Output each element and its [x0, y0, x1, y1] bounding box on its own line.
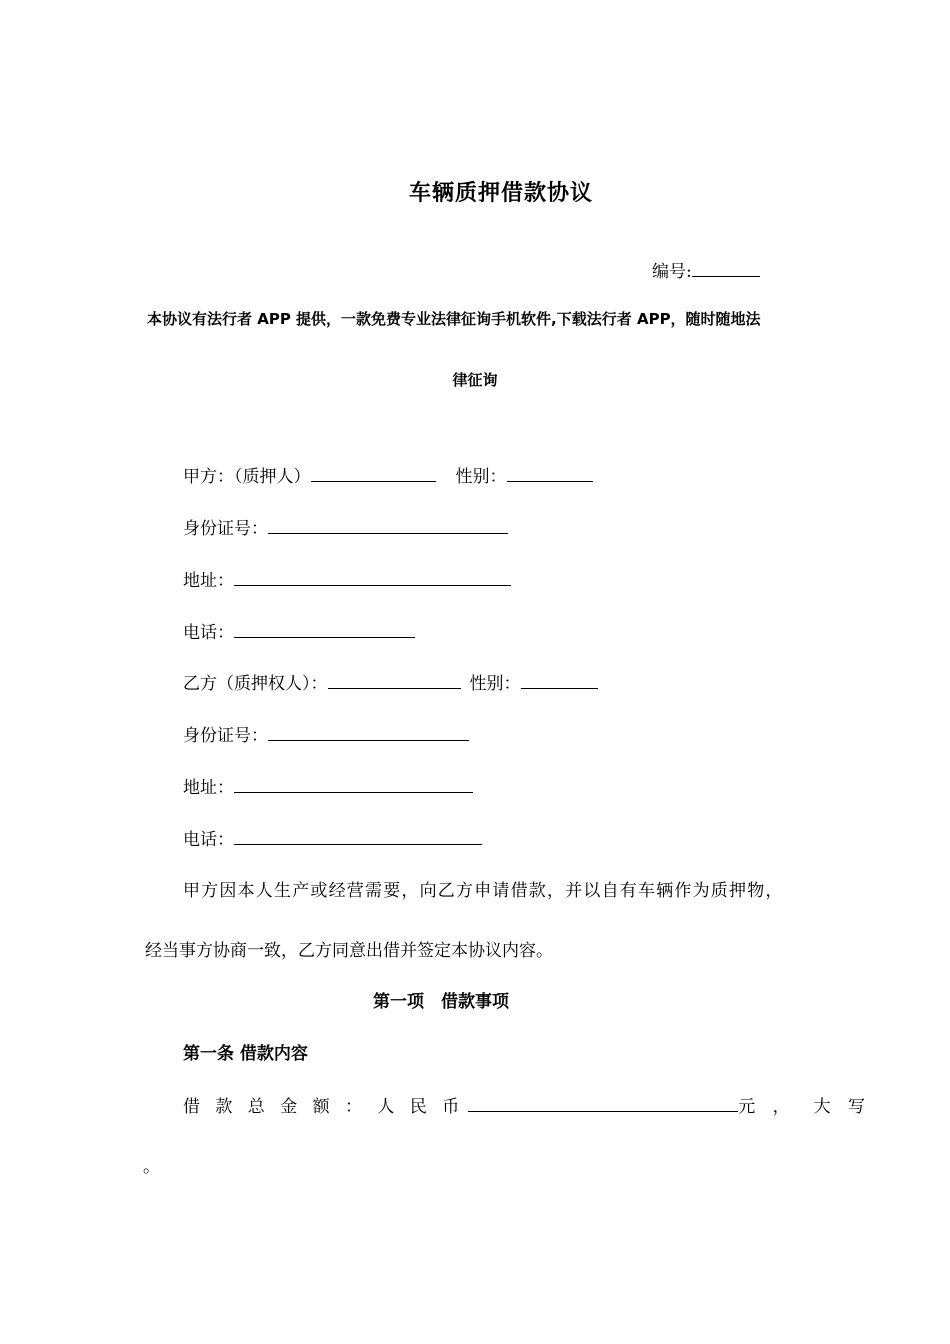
party-b-id-label: 身份证号：	[183, 726, 268, 746]
party-a-phone-row	[183, 617, 415, 643]
document-title: 车辆质押借款协议	[408, 180, 593, 206]
app-notice-line-1: 本协议有法行者 APP 提供，一款免费专业法律征询手机软件,下载法行者 APP，随时随地法	[147, 310, 761, 328]
party-b-label: 乙方（质押权人）：	[183, 674, 328, 694]
party-b-address-row	[183, 772, 473, 798]
party-a-address-label: 地址：	[183, 571, 234, 591]
party-b-id-blank[interactable]	[268, 720, 469, 741]
party-b-gender-blank[interactable]	[521, 668, 598, 689]
party-a-row	[183, 461, 593, 487]
app-notice-line-2: 律征询	[452, 371, 498, 389]
party-a-id-row	[183, 513, 508, 539]
party-b-phone-row	[183, 824, 482, 850]
loan-capital-label: 大 写	[813, 1097, 872, 1117]
section-heading: 第一项 借款事项	[373, 992, 509, 1012]
party-b-address-label: 地址：	[183, 778, 234, 798]
party-a-name-blank[interactable]	[311, 461, 436, 482]
party-b-gender-label: 性别：	[469, 674, 521, 694]
loan-amount-blank[interactable]	[468, 1091, 738, 1112]
party-b-id-row	[183, 720, 469, 746]
party-a-gender-label: 性别：	[455, 467, 507, 487]
party-b-address-blank[interactable]	[234, 772, 473, 793]
party-a-address-blank[interactable]	[234, 565, 511, 586]
trailing-period: 。	[143, 1157, 160, 1177]
article-heading: 第一条 借款内容	[183, 1044, 308, 1064]
party-b-phone-blank[interactable]	[234, 824, 482, 845]
party-a-address-row	[183, 565, 511, 591]
party-b-phone-label: 电话：	[183, 830, 234, 850]
agreement-number-blank[interactable]	[692, 256, 760, 277]
agreement-number	[652, 256, 760, 282]
party-a-gender-blank[interactable]	[507, 461, 593, 482]
loan-unit-label: 元 ，	[738, 1097, 796, 1117]
party-b-name-blank[interactable]	[328, 668, 461, 689]
agreement-number-label: 编号:	[652, 262, 692, 282]
loan-amount-label: 借 款 总 金 额 ： 人 民 币	[183, 1097, 465, 1117]
loan-amount-row	[183, 1091, 871, 1117]
party-a-id-label: 身份证号：	[183, 519, 268, 539]
party-a-label: 甲方：（质押人）	[183, 467, 311, 487]
intro-paragraph-line-2: 经当事方协商一致，乙方同意出借并签定本协议内容。	[145, 941, 553, 961]
party-a-id-blank[interactable]	[268, 513, 508, 534]
party-a-phone-label: 电话：	[183, 623, 234, 643]
party-b-row	[183, 668, 598, 694]
intro-paragraph-line-1: 甲方因本人生产或经营需要，向乙方申请借款，并以自有车辆作为质押物，	[183, 881, 784, 901]
party-a-phone-blank[interactable]	[234, 617, 415, 638]
